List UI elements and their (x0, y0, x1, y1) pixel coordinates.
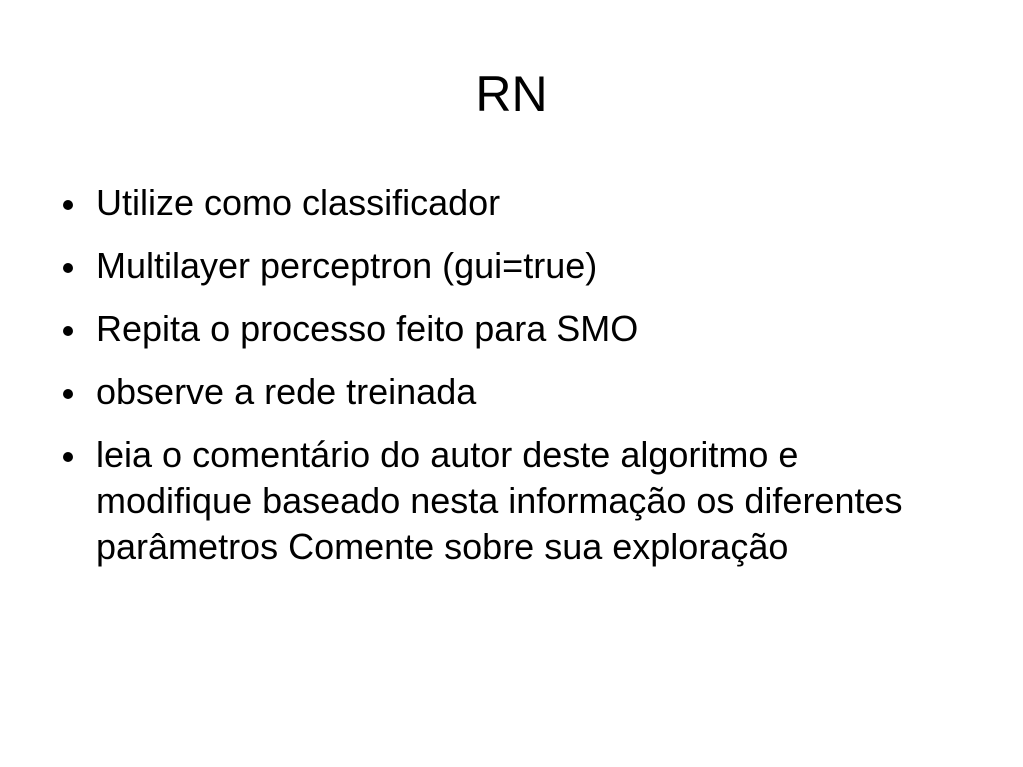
list-item (60, 432, 960, 570)
bullet-text: leia o comentário do autor deste algoritmo e modifique baseado nesta informação os diferentes parâmetros Comente sobre sua exploração (96, 434, 903, 567)
list-item (60, 243, 960, 289)
bullet-dot-icon (63, 326, 73, 336)
bullet-text: Utilize como classificador (96, 182, 501, 223)
list-item (60, 306, 960, 352)
bullet-text: observe a rede treinada (96, 371, 477, 412)
bullet-dot-icon (63, 200, 73, 210)
slide-title: RN (475, 66, 548, 122)
bullet-text: Repita o processo feito para SMO (96, 308, 639, 349)
bullet-list (60, 180, 960, 587)
bullet-dot-icon (63, 263, 73, 273)
bullet-text: Multilayer perceptron (gui=true) (96, 245, 598, 286)
list-item (60, 369, 960, 415)
bullet-dot-icon (63, 452, 73, 462)
list-item (60, 180, 960, 226)
bullet-dot-icon (63, 389, 73, 399)
